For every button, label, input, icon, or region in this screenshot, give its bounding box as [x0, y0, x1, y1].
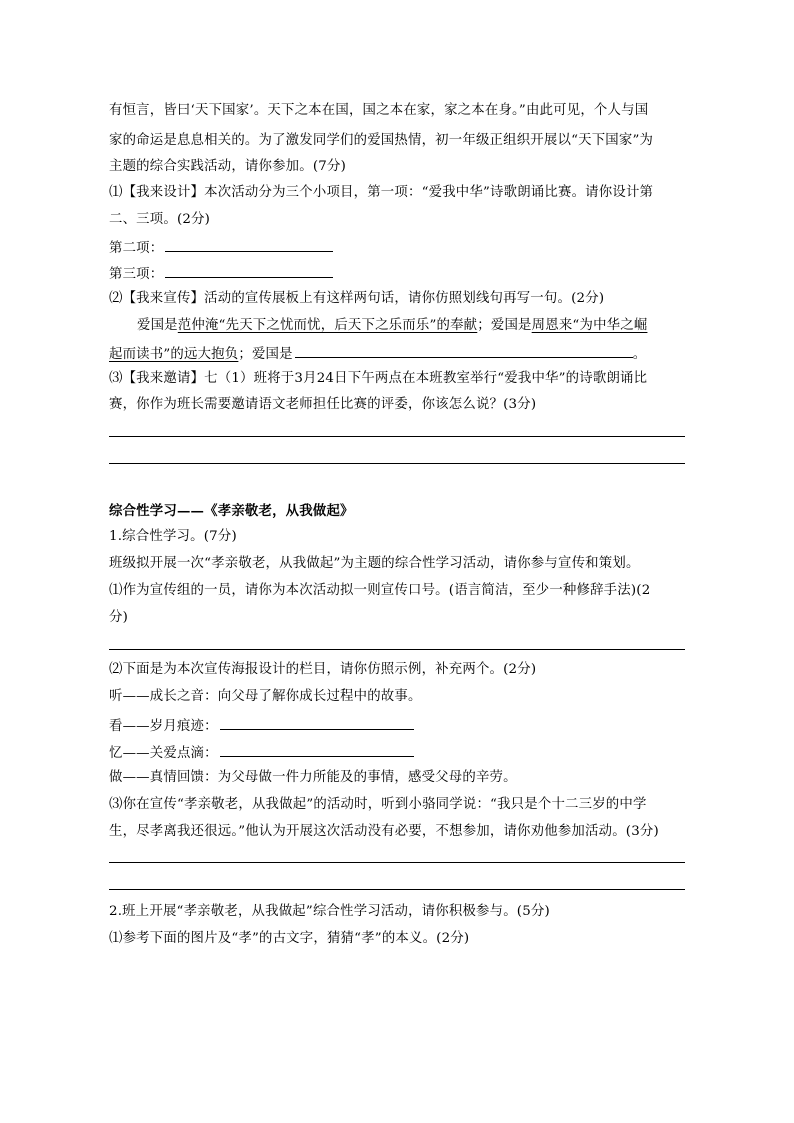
task-one-intro: 班级拟开展一次“孝亲敬老，从我做起”为主题的综合性学习活动，请你参与宣传和策划。 [109, 556, 640, 571]
passage-line-3: 主题的综合实践活动，请你参加。(7分) [109, 159, 347, 174]
task-two-question-1: ⑴参考下面的图片及“孝”的古文字，猜猜“孝”的本义。(2分) [109, 931, 470, 946]
persuade-answer-line-2[interactable] [109, 889, 685, 890]
item-two-answer-blank[interactable] [165, 237, 333, 252]
task-one-title: 1.综合性学习。(7分) [109, 529, 237, 544]
poster-column-look-blank[interactable] [220, 715, 414, 730]
example-text: 爱国是 [137, 318, 178, 333]
design-question-line-2: 二、三项。(2分) [109, 212, 211, 227]
invite-answer-line-2[interactable] [109, 463, 685, 464]
underlined-example-2-cont: 起而读书”的远大抱负 [109, 347, 239, 362]
passage-line-1: 有恒言，皆曰‘天下国家’。天下之本在国，国之本在家，家之本在身。”由此可见，个人与国 [109, 103, 649, 118]
persuade-answer-line-1[interactable] [109, 862, 685, 863]
example-sentence-line-2 [109, 343, 646, 364]
item-three-label: 第三项： [109, 267, 164, 282]
underlined-example-1: 范仲淹“先天下之忧而忧，后天下之乐而乐”的奉献 [177, 318, 478, 333]
poster-column-listen: 听——成长之音：向父母了解你成长过程中的故事。 [109, 689, 422, 704]
imitation-answer-blank[interactable] [295, 343, 633, 358]
passage-line-2: 家的命运是息息相关的。为了激发同学们的爱国热情，初一年级正组织开展以“天下国家”为 [109, 133, 654, 148]
example-text: ；爱国是 [238, 347, 293, 362]
design-question-line-1: ⑴【我来设计】本次活动分为三个小项目，第一项：“爱我中华”诗歌朗诵比赛。请你设计第 [109, 185, 654, 200]
sentence-end: 。 [632, 347, 647, 362]
poster-column-do: 做——真情回馈：为父母做一件力所能及的事情，感受父母的辛劳。 [109, 770, 517, 785]
example-text: ；爱国是 [477, 318, 532, 333]
persuade-question-line-2: 生，尽孝离我还很远。”他认为开展这次活动没有必要，不想参加，请你劝他参加活动。(3分) [109, 824, 659, 839]
poster-column-look-row [109, 715, 414, 736]
promo-question: ⑵【我来宣传】活动的宣传展板上有这样两句话，请你仿照划线句再写一句。(2分) [109, 291, 605, 306]
poster-column-recall-blank[interactable] [220, 742, 414, 757]
invite-question-line-2: 赛，你作为班长需要邀请语文老师担任比赛的评委，你该怎么说？(3分) [109, 397, 537, 412]
slogan-question-line-2: 分) [109, 610, 129, 625]
invite-question-line-1: ⑶【我来邀请】七（1）班将于3月24日下午两点在本班教室举行“爱我中华”的诗歌朗诵比 [109, 371, 648, 386]
poster-column-look-label: 看——岁月痕迹： [109, 719, 218, 734]
example-sentence-line-1 [137, 317, 647, 335]
poster-column-recall-label: 忆——关爱点滴： [109, 746, 218, 761]
invite-answer-line-1[interactable] [109, 436, 685, 437]
poster-question: ⑵下面是为本次宣传海报设计的栏目，请你仿照示例，补充两个。(2分) [109, 662, 537, 677]
underlined-example-2: 周恩来“为中华之崛 [531, 318, 648, 333]
poster-column-recall-row [109, 742, 414, 763]
persuade-question-line-1: ⑶你在宣传“孝亲敬老，从我做起”的活动时，听到小骆同学说：“我只是个十二三岁的中学 [109, 797, 647, 812]
item-three-answer-blank[interactable] [165, 263, 333, 278]
item-two-label: 第二项： [109, 241, 164, 256]
slogan-question-line-1: ⑴作为宣传组的一员，请你为本次活动拟一则宣传口号。(语言简洁，至少一种修辞手法)(2 [109, 583, 651, 598]
slogan-answer-line[interactable] [109, 649, 685, 650]
item-three-row [109, 263, 333, 284]
task-two-title: 2.班上开展“孝亲敬老，从我做起”综合性学习活动，请你积极参与。(5分) [109, 904, 550, 919]
section-heading: 综合性学习——《孝亲敬老，从我做起》 [109, 503, 354, 519]
item-two-row [109, 237, 333, 258]
